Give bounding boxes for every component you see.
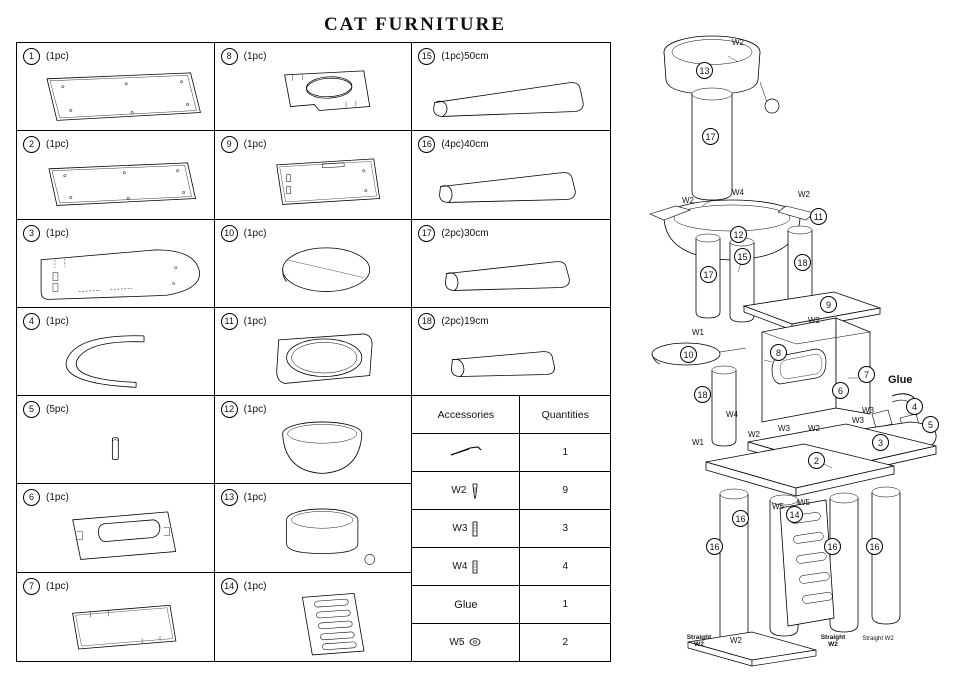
- accessory-qty: 3: [520, 510, 610, 548]
- assembly-callout-2: 2: [808, 452, 825, 469]
- part-quantity: (1pc): [243, 580, 267, 592]
- washer-icon: [468, 636, 482, 648]
- page-title: CAT FURNITURE: [323, 14, 507, 35]
- assembly-callout-16a: 16: [706, 538, 723, 555]
- assembly-callout-11: 11: [810, 208, 827, 225]
- part-illustration-post-40: [412, 149, 610, 218]
- part-illustration-panel-oval-hole: [215, 61, 412, 130]
- part-quantity: (1pc): [46, 51, 69, 62]
- part-quantity: (4pc)40cm: [441, 139, 489, 151]
- hardware-label-w4b: W4: [726, 410, 738, 419]
- part-number: 6: [23, 489, 40, 506]
- part-cell: [215, 131, 413, 219]
- hardware-label-w1: W1: [692, 328, 704, 337]
- part-number: 3: [23, 225, 40, 242]
- part-illustration-disc: [215, 238, 412, 307]
- part-number: 13: [221, 489, 238, 506]
- accessory-row: [412, 510, 610, 548]
- part-cell: [17, 43, 215, 131]
- assembly-callout-14: 14: [786, 506, 803, 523]
- part-illustration-cylinder-ring: [215, 502, 412, 571]
- hardware-label-w5: W5: [772, 502, 784, 511]
- bolt-icon: [471, 559, 479, 575]
- part-number: 17: [418, 225, 435, 242]
- hardware-label-w4: W4: [732, 188, 744, 197]
- accessory-qty: 9: [520, 472, 610, 510]
- parts-table: [16, 42, 611, 662]
- part-illustration-dowel: [17, 414, 214, 483]
- part-cell: [215, 220, 413, 308]
- accessories-table: [412, 396, 610, 661]
- hardware-label-w5b: W5: [798, 498, 810, 507]
- hardware-label-w2f: W2: [808, 424, 820, 433]
- part-number: 15: [418, 48, 435, 65]
- hardware-label-w1b: W1: [692, 438, 704, 447]
- part-number: 14: [221, 578, 238, 595]
- accessories-header-label: Accessories: [412, 396, 520, 433]
- part-cell: [215, 573, 413, 661]
- part-number: 18: [418, 313, 435, 330]
- part-illustration-post-50: [412, 61, 610, 130]
- part-number: 5: [23, 401, 40, 418]
- part-illustration-board-rounded-end: [17, 238, 214, 307]
- assembly-callout-7: 7: [858, 366, 875, 383]
- glue-note: Glue: [888, 374, 913, 386]
- part-quantity: (2pc)19cm: [441, 315, 489, 327]
- straight-note-3: Straight W2: [862, 636, 894, 642]
- assembly-callout-15: 15: [734, 248, 751, 265]
- part-quantity: (5pc): [46, 404, 69, 416]
- part-quantity: (1pc): [46, 580, 69, 592]
- part-illustration-ladder: [215, 591, 412, 661]
- accessory-row: [412, 586, 610, 624]
- assembly-callout-18b: 18: [694, 386, 711, 403]
- part-number: 16: [418, 136, 435, 153]
- screw-icon: [470, 483, 480, 499]
- part-quantity: (1pc): [243, 139, 267, 151]
- part-illustration-panel-plain: [17, 591, 214, 661]
- accessory-qty: 1: [520, 434, 610, 472]
- assembly-callout-18: 18: [794, 254, 811, 271]
- part-illustration-panel-rounded-slot: [17, 502, 214, 571]
- assembly-callout-16c: 16: [824, 538, 841, 555]
- part-quantity: (1pc): [46, 139, 69, 151]
- accessory-row: [412, 548, 610, 586]
- accessory-qty: 1: [520, 586, 610, 624]
- hardware-label-w2g: W2: [730, 636, 742, 645]
- part-number: 9: [221, 136, 238, 153]
- hardware-label-w2e: W2: [748, 430, 760, 439]
- part-illustration-bowl-ring-board: [215, 326, 412, 395]
- accessory-label: W4: [452, 561, 468, 573]
- assembly-callout-4: 4: [906, 398, 923, 415]
- part-cell: [215, 484, 413, 572]
- assembly-callout-8: 8: [770, 344, 787, 361]
- part-quantity: (1pc)50cm: [441, 51, 489, 62]
- part-cell: [412, 43, 610, 131]
- part-number: 11: [221, 313, 238, 330]
- part-number: 8: [221, 48, 238, 65]
- hardware-label-w3c: W3: [862, 406, 874, 415]
- accessory-row: [412, 434, 610, 472]
- hardware-label-w3: W3: [852, 416, 864, 425]
- part-illustration-post-30: [412, 238, 610, 307]
- part-illustration-arc-rail: [17, 326, 214, 395]
- part-quantity: (1pc): [243, 51, 267, 62]
- accessory-label: W5: [449, 636, 465, 648]
- assembly-callout-10: 10: [680, 346, 697, 363]
- assembly-diagram: [620, 10, 956, 670]
- hardware-label-w2c: W2: [798, 190, 810, 199]
- part-illustration-bowl: [215, 414, 412, 483]
- part-number: 1: [23, 48, 40, 65]
- assembly-illustration: [620, 10, 956, 670]
- part-cell: [215, 396, 413, 484]
- assembly-callout-9: 9: [820, 296, 837, 313]
- assembly-callout-17b: 17: [700, 266, 717, 283]
- hardware-label-w2: W2: [732, 38, 744, 47]
- accessories-table-container: [412, 396, 610, 661]
- assembly-callout-3: 3: [872, 434, 889, 451]
- part-number: 4: [23, 313, 40, 330]
- assembly-callout-16b: 16: [732, 510, 749, 527]
- assembly-callout-17: 17: [702, 128, 719, 145]
- part-number: 2: [23, 136, 40, 153]
- part-cell: [215, 43, 413, 131]
- part-quantity: (1pc): [46, 227, 69, 239]
- straight-note-2: Straight W2: [820, 634, 846, 649]
- part-number: 12: [221, 401, 238, 418]
- part-illustration-post-19: [412, 326, 610, 395]
- part-cell: [17, 220, 215, 308]
- hardware-label-w3b: W3: [778, 424, 790, 433]
- assembly-callout-12: 12: [730, 226, 747, 243]
- assembly-callout-6: 6: [832, 382, 849, 399]
- part-cell: [17, 484, 215, 572]
- accessory-qty: 2: [520, 624, 610, 661]
- part-number: 10: [221, 225, 238, 242]
- part-illustration-panel-rect-slots: [215, 149, 412, 218]
- part-cell: [17, 396, 215, 484]
- part-quantity: (1pc): [243, 404, 267, 416]
- part-quantity: (1pc): [243, 227, 267, 239]
- hardware-label-w2d: W2: [808, 316, 820, 325]
- assembly-callout-16d: 16: [866, 538, 883, 555]
- part-cell: [17, 573, 215, 661]
- part-cell: [412, 131, 610, 219]
- hardware-label-w2b: W2: [682, 196, 694, 205]
- accessory-label: W3: [452, 523, 468, 535]
- part-quantity: (1pc): [46, 492, 69, 504]
- accessory-row: [412, 624, 610, 661]
- accessory-label-glue: Glue: [412, 586, 520, 624]
- part-cell: [17, 131, 215, 219]
- assembly-callout-13: 13: [696, 62, 713, 79]
- part-quantity: (2pc)30cm: [441, 227, 489, 239]
- accessories-header-qty: Quantities: [520, 396, 610, 433]
- straight-note-1: Straight W2: [686, 634, 712, 649]
- part-quantity: (1pc): [243, 315, 267, 327]
- accessory-qty: 4: [520, 548, 610, 586]
- part-illustration-board-rect: [17, 149, 214, 218]
- accessory-label: W2: [451, 485, 467, 497]
- part-quantity: (1pc): [46, 315, 69, 327]
- part-quantity: (1pc): [243, 492, 267, 504]
- part-cell: [215, 308, 413, 396]
- part-cell: [412, 220, 610, 308]
- part-number: 7: [23, 578, 40, 595]
- accessory-row: [412, 472, 610, 510]
- bolt-icon: [471, 521, 479, 537]
- part-cell: [17, 308, 215, 396]
- part-illustration-board-large-rect: [17, 61, 214, 130]
- allen-key-icon: [448, 444, 484, 458]
- part-cell: [412, 308, 610, 396]
- assembly-callout-5: 5: [922, 416, 939, 433]
